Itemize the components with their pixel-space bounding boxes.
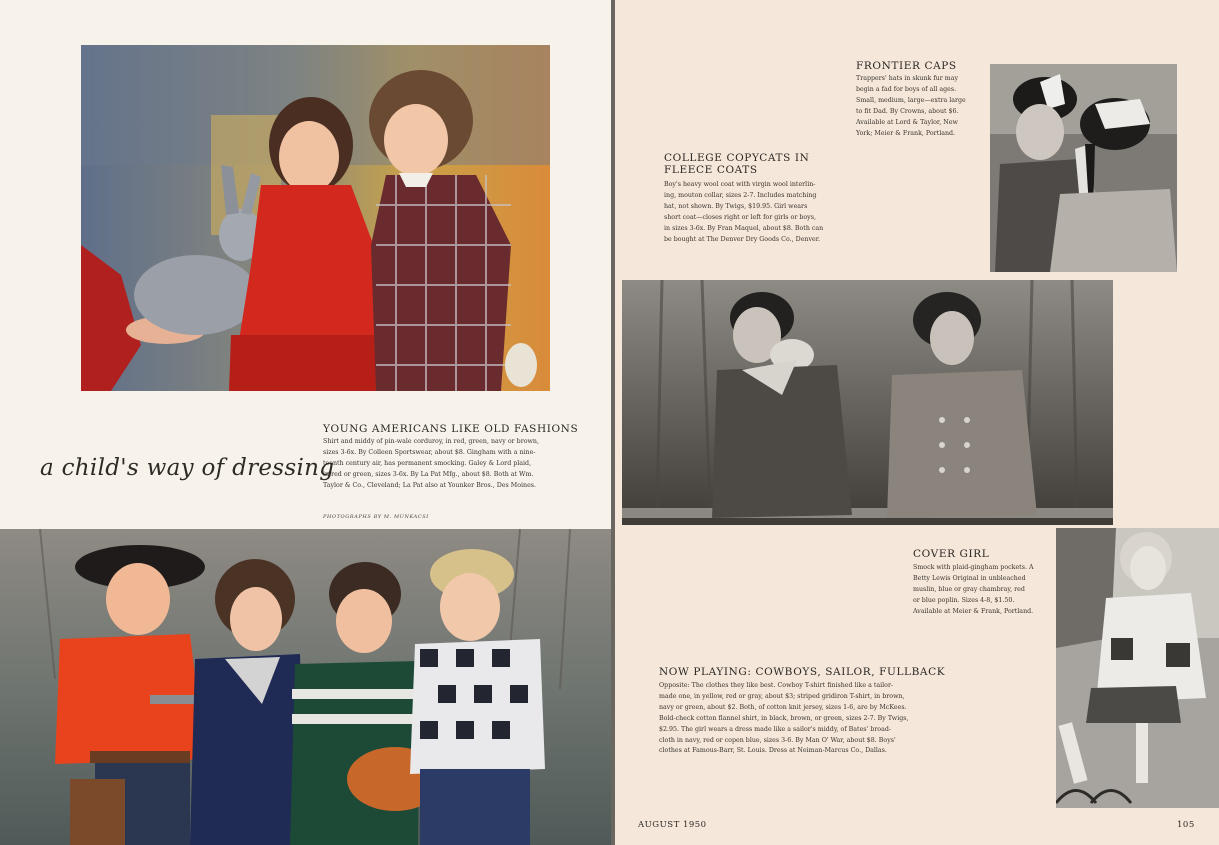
now-playing-body xyxy=(659,681,921,757)
body-line: Available at Meier & Frank, Portland. xyxy=(913,607,1034,615)
frontier-caps-body xyxy=(856,74,974,139)
frontier-caps-headline: FRONTIER CAPS xyxy=(856,60,957,72)
body-line: muslin, blue or gray chambray, red xyxy=(913,585,1025,593)
body-line: cloth in navy, red or copen blue, sizes 3-6. By Man O' War, about $8. Boys' xyxy=(659,736,896,744)
body-line: made one, in yellow, red or gray, about $3; striped gridiron T-shirt, in brown, xyxy=(659,692,905,700)
body-line: be bought at The Denver Dry Goods Co., Denver. xyxy=(664,235,821,243)
body-line: hat, not shown. By Twigs, $19.95. Girl wears xyxy=(664,202,808,210)
body-line: in sizes 3-6x. By Fran Maquel, about $8. Both can xyxy=(664,224,824,232)
body-line: Opposite: The clothes they like best. Cowboy T-shirt finished like a tailor- xyxy=(659,682,894,689)
headline-line: FLEECE COATS xyxy=(664,164,758,176)
young-americans-body xyxy=(323,437,551,492)
body-line: begin a fad for boys of all ages. xyxy=(856,85,957,93)
section-script-title: a child's way of dressing xyxy=(40,455,335,481)
four-children-photo xyxy=(0,529,611,845)
headline-line: COLLEGE COPYCATS IN xyxy=(664,152,810,164)
body-line: York; Meier & Frank, Portland. xyxy=(856,129,956,137)
young-americans-headline: YOUNG AMERICANS LIKE OLD FASHIONS xyxy=(323,423,579,435)
body-line: Bold-check cotton flannel shirt, in black, brown, or green, sizes 2-7. By Twigs, xyxy=(659,714,909,722)
body-line: Available at Lord & Taylor, New xyxy=(856,118,958,126)
college-copycats-body xyxy=(664,180,834,245)
college-copycats-headline xyxy=(664,152,809,176)
fleece-coats-photo xyxy=(622,280,1113,525)
cover-girl-headline: COVER GIRL xyxy=(913,548,990,560)
body-line: or blue poplin. Sizes 4-8, $1.50. xyxy=(913,596,1015,604)
body-line: Taylor & Co., Cleveland; La Pat also at Younker Bros., Des Moines. xyxy=(323,481,537,489)
right-page xyxy=(615,0,1219,845)
body-line: Smock with plaid-gingham pockets. A xyxy=(913,564,1034,571)
body-line: sizes 3-6x. By Colleen Sportswear, about $8. Gingham with a nine- xyxy=(323,448,536,456)
cover-girl-photo xyxy=(1056,528,1219,808)
body-line: Trappers' hats in skunk fur may xyxy=(856,75,959,82)
body-line: ing, mouton collar, sizes 2-7. Includes matching xyxy=(664,191,817,199)
body-line: to fit Dad. By Crowns, about $6. xyxy=(856,107,959,115)
body-line: navy or green, about $2. Both, of cotton knit jersey, sizes 1-6, are by McKees. xyxy=(659,703,907,711)
body-line: short coat—closes right or left for girls or boys, xyxy=(664,213,816,221)
body-line: in red or green, sizes 3-6x. By La Pat Mfg., about $8. Both at Wm. xyxy=(323,470,534,478)
page-number: 105 xyxy=(1177,820,1195,830)
cover-girl-body xyxy=(913,563,1043,618)
frontier-caps-photo xyxy=(990,64,1177,272)
body-line: clothes at Famous-Barr, St. Louis. Dress at Neiman-Marcus Co., Dallas. xyxy=(659,747,887,755)
body-line: Small, medium, large—extra large xyxy=(856,96,966,104)
now-playing-headline: NOW PLAYING: COWBOYS, SAILOR, FULLBACK xyxy=(659,666,946,678)
body-line: Betty Lewis Original in unbleached xyxy=(913,574,1026,582)
body-line: $2.95. The girl wears a dress made like a sailor's middy, of Bates' broad- xyxy=(659,725,892,733)
body-line: Shirt and middy of pin-wale corduroy, in red, green, navy or brown, xyxy=(323,438,539,445)
body-line: teenth century air, has permanent smocking. Galey & Lord plaid, xyxy=(323,459,532,467)
photo-credit: PHOTOGRAPHS BY M. MUNKACSI xyxy=(323,514,429,520)
body-line: Boy's heavy wool coat with virgin wool interlin- xyxy=(664,181,816,188)
girls-with-rabbit-photo xyxy=(81,45,550,391)
issue-date: AUGUST 1950 xyxy=(638,820,707,830)
